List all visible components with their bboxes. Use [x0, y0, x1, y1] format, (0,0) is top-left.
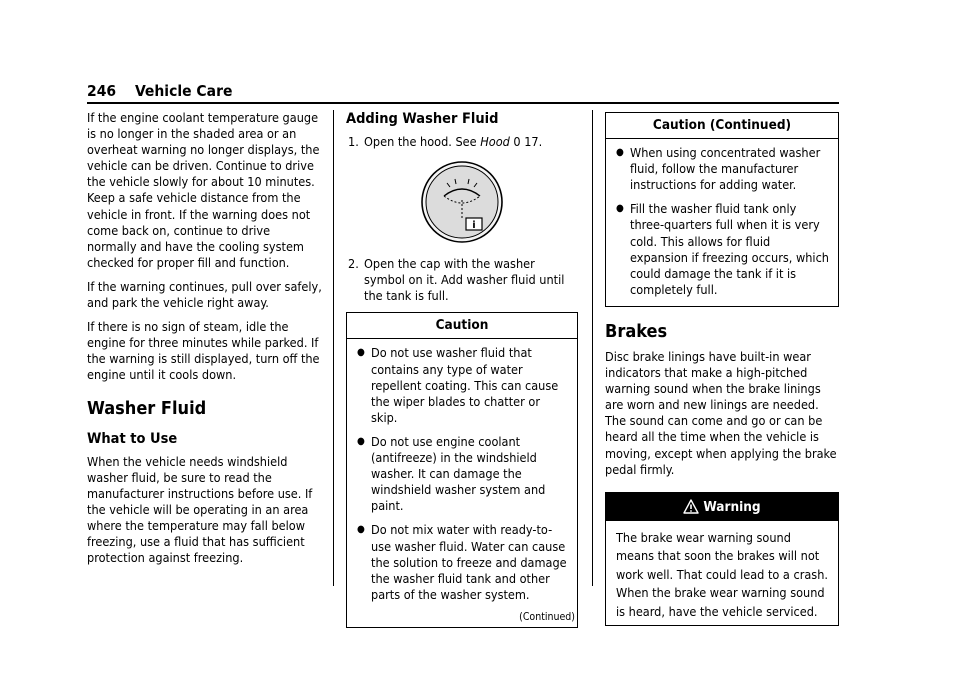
column-1	[87, 110, 323, 574]
body-paragraph: If the engine coolant temperature gauge is no longer in the shaded area or an overheat warning no longer displays, the vehicle can be driven. Continue to drive the vehicle slowly for about 10 minutes. Keep a safe vehicle distance from the vehicle in front. If the warning does not come back on, continue to drive normally and have the cooling system checked for proper fill and function.	[87, 110, 320, 270]
washer-symbol-illustration	[346, 160, 578, 244]
warning-text: The brake wear warning sound means that soon the brakes will not work well. That could lead to a crash. When the brake wear warning sound is heard, have the vehicle serviced.	[616, 529, 828, 619]
bullet-dot-icon: ●	[357, 347, 365, 359]
caution-text: When using concentrated washer fluid, follow the manufacturer instructions for adding water.	[630, 145, 821, 193]
hood-link[interactable]: Hood	[480, 134, 510, 149]
caution-title: Caution	[347, 313, 577, 339]
washer-symbol-icon	[420, 160, 504, 244]
column-2	[346, 110, 578, 628]
body-paragraph: When the vehicle needs windshield washer fluid, be sure to read the manufacturer instructions before use. If the vehicle will be operating in an area where the temperature may fall below freezing, use a fluid that has sufficient protection against freezing.	[87, 453, 313, 566]
step-number: 1.	[348, 134, 359, 149]
heading-what-to-use: What to Use	[87, 430, 178, 447]
step-text: Open the cap with the washer symbol on it. Add washer fluid until the tank is full.	[364, 256, 565, 304]
bullet-dot-icon: ●	[357, 524, 365, 536]
caution-text: Fill the washer fluid tank only three-quarters full when it is very cold. This allows for fluid expansion if freezing occurs, which could damage the tank if it is completely full.	[630, 201, 829, 297]
page-header	[87, 82, 232, 100]
column-divider	[592, 110, 593, 586]
caution-text: Do not use engine coolant (antifreeze) in the windshield washer. It can damage the windshield washer system and paint.	[371, 433, 546, 514]
warning-box	[605, 492, 839, 627]
caution-text: Do not mix water with ready-to-use washer fluid. Water can cause the solution to freeze and damage the washer fluid tank and other parts of the washer system.	[371, 522, 567, 602]
heading-adding-washer-fluid: Adding Washer Fluid	[346, 111, 499, 127]
bullet-dot-icon: ●	[616, 203, 624, 215]
body-paragraph: Disc brake linings have built-in wear indicators that make a high-pitched warning sound when the brake linings are worn and new linings are needed. The sound can come and go or can be heard all the time when the vehicle is moving, except when applying the brake pedal firmly.	[605, 348, 837, 477]
caution-continued-box	[605, 112, 839, 307]
continued-label: (Continued)	[519, 610, 575, 623]
step-text-main: Open the hood. See	[364, 134, 481, 149]
caution-item	[355, 434, 569, 514]
warning-triangle-icon	[683, 499, 699, 514]
caution-item	[355, 345, 569, 425]
caution-item	[614, 145, 830, 193]
step-2	[346, 256, 578, 304]
page-reference: 0 17.	[509, 134, 543, 149]
body-paragraph: If the warning continues, pull over safely, and park the vehicle right away.	[87, 278, 322, 311]
page-number: 246	[87, 82, 117, 100]
step-text	[364, 134, 542, 150]
caution-continued-title: Caution (Continued)	[606, 113, 838, 139]
column-divider	[333, 110, 334, 586]
bullet-dot-icon: ●	[357, 435, 365, 447]
svg-text:i: i	[472, 220, 476, 232]
step-1	[346, 134, 578, 150]
step-number: 2.	[348, 256, 359, 272]
heading-washer-fluid: Washer Fluid	[87, 397, 207, 419]
column-3	[605, 110, 839, 626]
caution-item	[355, 522, 569, 602]
body-paragraph: If there is no sign of steam, idle the engine for three minutes while parked. If the warning is still displayed, turn off the engine until it cools down.	[87, 319, 320, 383]
header-rule	[87, 102, 839, 104]
section-title: Vehicle Care	[134, 82, 233, 100]
warning-title: Warning	[703, 498, 761, 515]
caution-text: Do not use washer fluid that contains any type of water repellent coating. This can cause the wiper blades to chatter or skip.	[371, 345, 559, 425]
bullet-dot-icon: ●	[616, 147, 624, 159]
caution-item	[614, 201, 830, 298]
caution-box	[346, 312, 578, 628]
warning-header	[606, 493, 838, 521]
heading-brakes: Brakes	[605, 320, 668, 342]
